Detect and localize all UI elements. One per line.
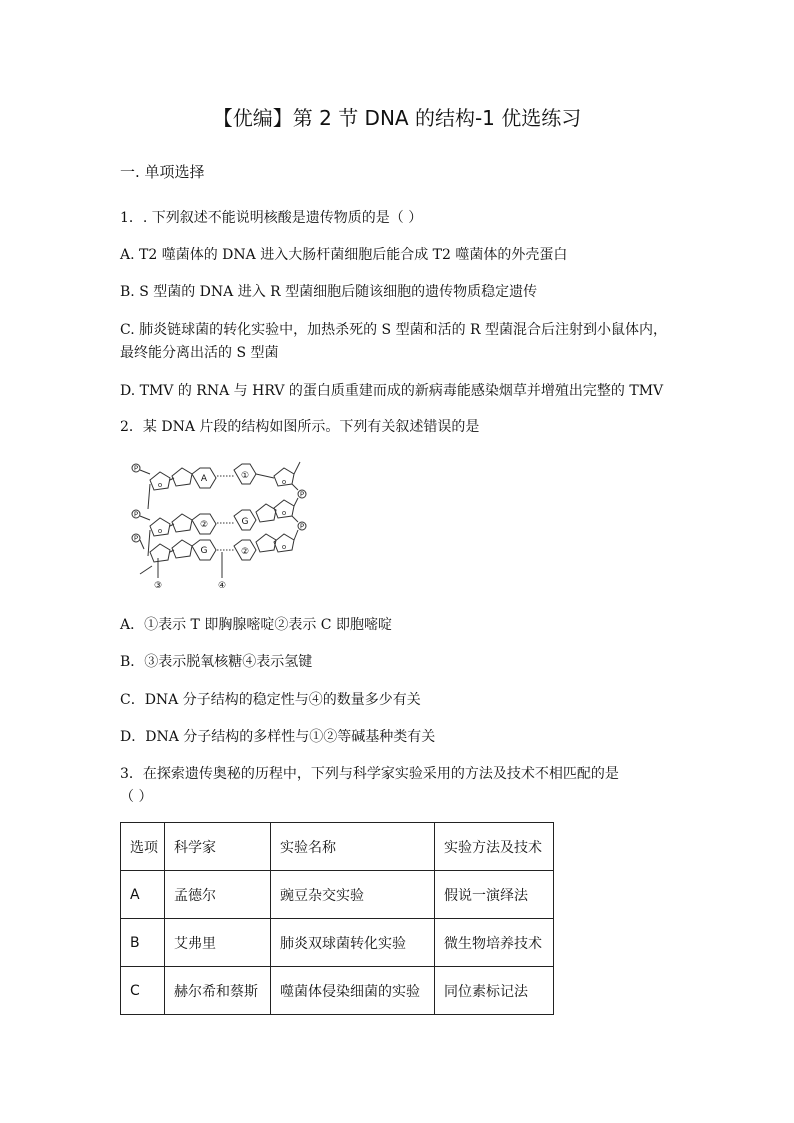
oxygen-label: o <box>157 527 163 535</box>
table-cell: A <box>121 871 165 919</box>
dna-structure-diagram <box>122 454 314 594</box>
base-mark-2: ② <box>199 520 209 530</box>
q1-option-a: A. T2 噬菌体的 DNA 进入大肠杆菌细胞后能合成 T2 噬菌体的外壳蛋白 <box>120 247 568 263</box>
table-header-cell: 选项 <box>121 823 165 871</box>
base-a-label: A <box>200 474 208 484</box>
table-header-cell: 科学家 <box>165 823 271 871</box>
table-row <box>121 967 554 1015</box>
label-4: ④ <box>217 581 227 591</box>
table-cell: B <box>121 919 165 967</box>
phosphate-label: P <box>133 510 139 519</box>
table-cell: 噬菌体侵染细菌的实验 <box>271 967 435 1015</box>
table-cell: 假说一演绎法 <box>435 871 554 919</box>
q1-stem: 1．. 下列叙述不能说明核酸是遗传物质的是（ ） <box>120 210 423 226</box>
table-cell: 肺炎双球菌转化实验 <box>271 919 435 967</box>
oxygen-label: o <box>157 481 163 489</box>
table-cell: 同位素标记法 <box>435 967 554 1015</box>
base-g-label: G <box>241 517 249 527</box>
oxygen-label: o <box>281 509 287 517</box>
table-header-cell: 实验方法及技术 <box>435 823 554 871</box>
q2-option-a: A．①表示 T 即胸腺嘧啶②表示 C 即胞嘧啶 <box>120 617 392 633</box>
phosphate-label: P <box>133 534 139 543</box>
table-cell: 豌豆杂交实验 <box>271 871 435 919</box>
base-mark-1: ① <box>240 471 250 481</box>
oxygen-label: o <box>281 543 287 551</box>
label-3: ③ <box>153 581 163 591</box>
table-cell: 艾弗里 <box>165 919 271 967</box>
q3-stem: 3．在探索遗传奥秘的历程中，下列与科学家实验采用的方法及技术不相匹配的是 <box>120 766 619 782</box>
q2-option-c: C．DNA 分子结构的稳定性与④的数量多少有关 <box>120 692 421 708</box>
q1-option-b: B. S 型菌的 DNA 进入 R 型菌细胞后随该细胞的遗传物质稳定遗传 <box>120 284 538 300</box>
q2-option-d: D．DNA 分子结构的多样性与①②等碱基种类有关 <box>120 729 436 745</box>
table-header-row <box>121 823 554 871</box>
phosphate-label: P <box>133 464 139 473</box>
q1-option-c-line1: C. 肺炎链球菌的转化实验中，加热杀死的 S 型菌和活的 R 型菌混合后注射到小鼠体内， <box>120 322 668 338</box>
q3-paren: （ ） <box>120 789 153 805</box>
q2-stem: 2．某 DNA 片段的结构如图所示。下列有关叙述错误的是 <box>120 419 480 435</box>
table-cell: 孟德尔 <box>165 871 271 919</box>
table-row <box>121 919 554 967</box>
phosphate-label: P <box>299 490 305 499</box>
base-mark-2: ② <box>240 547 250 557</box>
table-row <box>121 871 554 919</box>
q1-option-c-line2: 最终能分离出活的 S 型菌 <box>120 345 279 361</box>
oxygen-label: o <box>281 478 287 486</box>
table-cell: 微生物培养技术 <box>435 919 554 967</box>
base-g-label: G <box>200 546 208 556</box>
q2-option-b: B．③表示脱氧核糖④表示氢键 <box>120 654 313 670</box>
q1-option-d: D. TMV 的 RNA 与 HRV 的蛋白质重建而成的新病毒能感染烟草并增殖出完整的 TMV <box>120 383 664 399</box>
table-header-cell: 实验名称 <box>271 823 435 871</box>
section-heading: 一. 单项选择 <box>120 163 205 181</box>
q3-table <box>120 822 554 1015</box>
table-cell: 赫尔希和蔡斯 <box>165 967 271 1015</box>
table-cell: C <box>121 967 165 1015</box>
page-title: 【优编】第 2 节 DNA 的结构-1 优选练习 <box>212 106 582 130</box>
phosphate-label: P <box>299 522 305 531</box>
